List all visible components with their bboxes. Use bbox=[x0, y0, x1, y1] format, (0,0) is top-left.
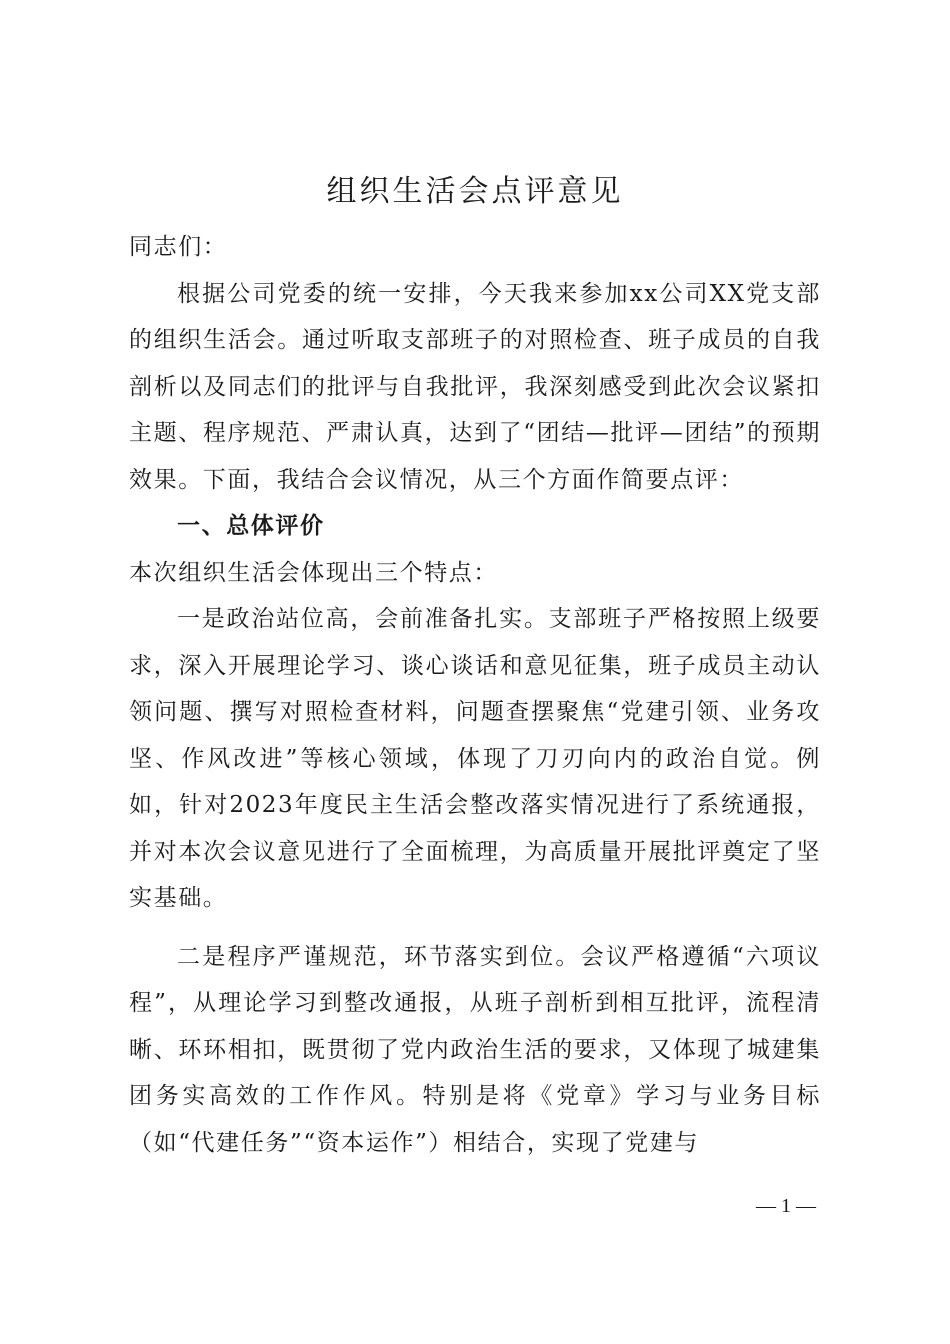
page-number: — 1 — bbox=[756, 1195, 816, 1217]
document-title: 组织生活会点评意见 bbox=[326, 174, 624, 209]
section-heading: 一、总体评价 bbox=[177, 513, 325, 539]
intro-paragraph: 根据公司党委的统一安排，今天我来参加xx公司XX党支部的组织生活会。通过听取支部班子的对照检查、班子成员的自我剖析以及同志们的批评与自我批评，我深刻感受到此次会议紧扣主题、程序规范、严肃认真，达到了“团结—批评—团结”的预期效果。下面，我结合会议情况，从三个方面作简要点评： bbox=[129, 280, 821, 493]
salutation: 同志们： bbox=[129, 234, 228, 260]
section-intro: 本次组织生活会体现出三个特点： bbox=[129, 559, 498, 586]
point-two-paragraph: 二是程序严谨规范，环节落实到位。会议严格遵循“六项议程”，从理论学习到整改通报，从班子剖析到相互批评，流程清晰、环环相扣，既贯彻了党内政治生活的要求，又体现了城建集团务实高效的工作作风。特别是将《党章》学习与业务目标（如“代建任务”“资本运作”）相结合，实现了党建与 bbox=[129, 943, 821, 1156]
point-one-paragraph: 一是政治站位高，会前准备扎实。支部班子严格按照上级要求，深入开展理论学习、谈心谈话和意见征集，班子成员主动认领问题、撰写对照检查材料，问题查摆聚焦“党建引领、业务攻坚、作风改进”等核心领域，体现了刀刃向内的政治自觉。例如，针对2023年度民主生活会整改落实情况进行了系统通报，并对本次会议意见进行了全面梳理，为高质量开展批评奠定了坚实基础。 bbox=[129, 606, 821, 911]
document-body bbox=[129, 224, 821, 1166]
